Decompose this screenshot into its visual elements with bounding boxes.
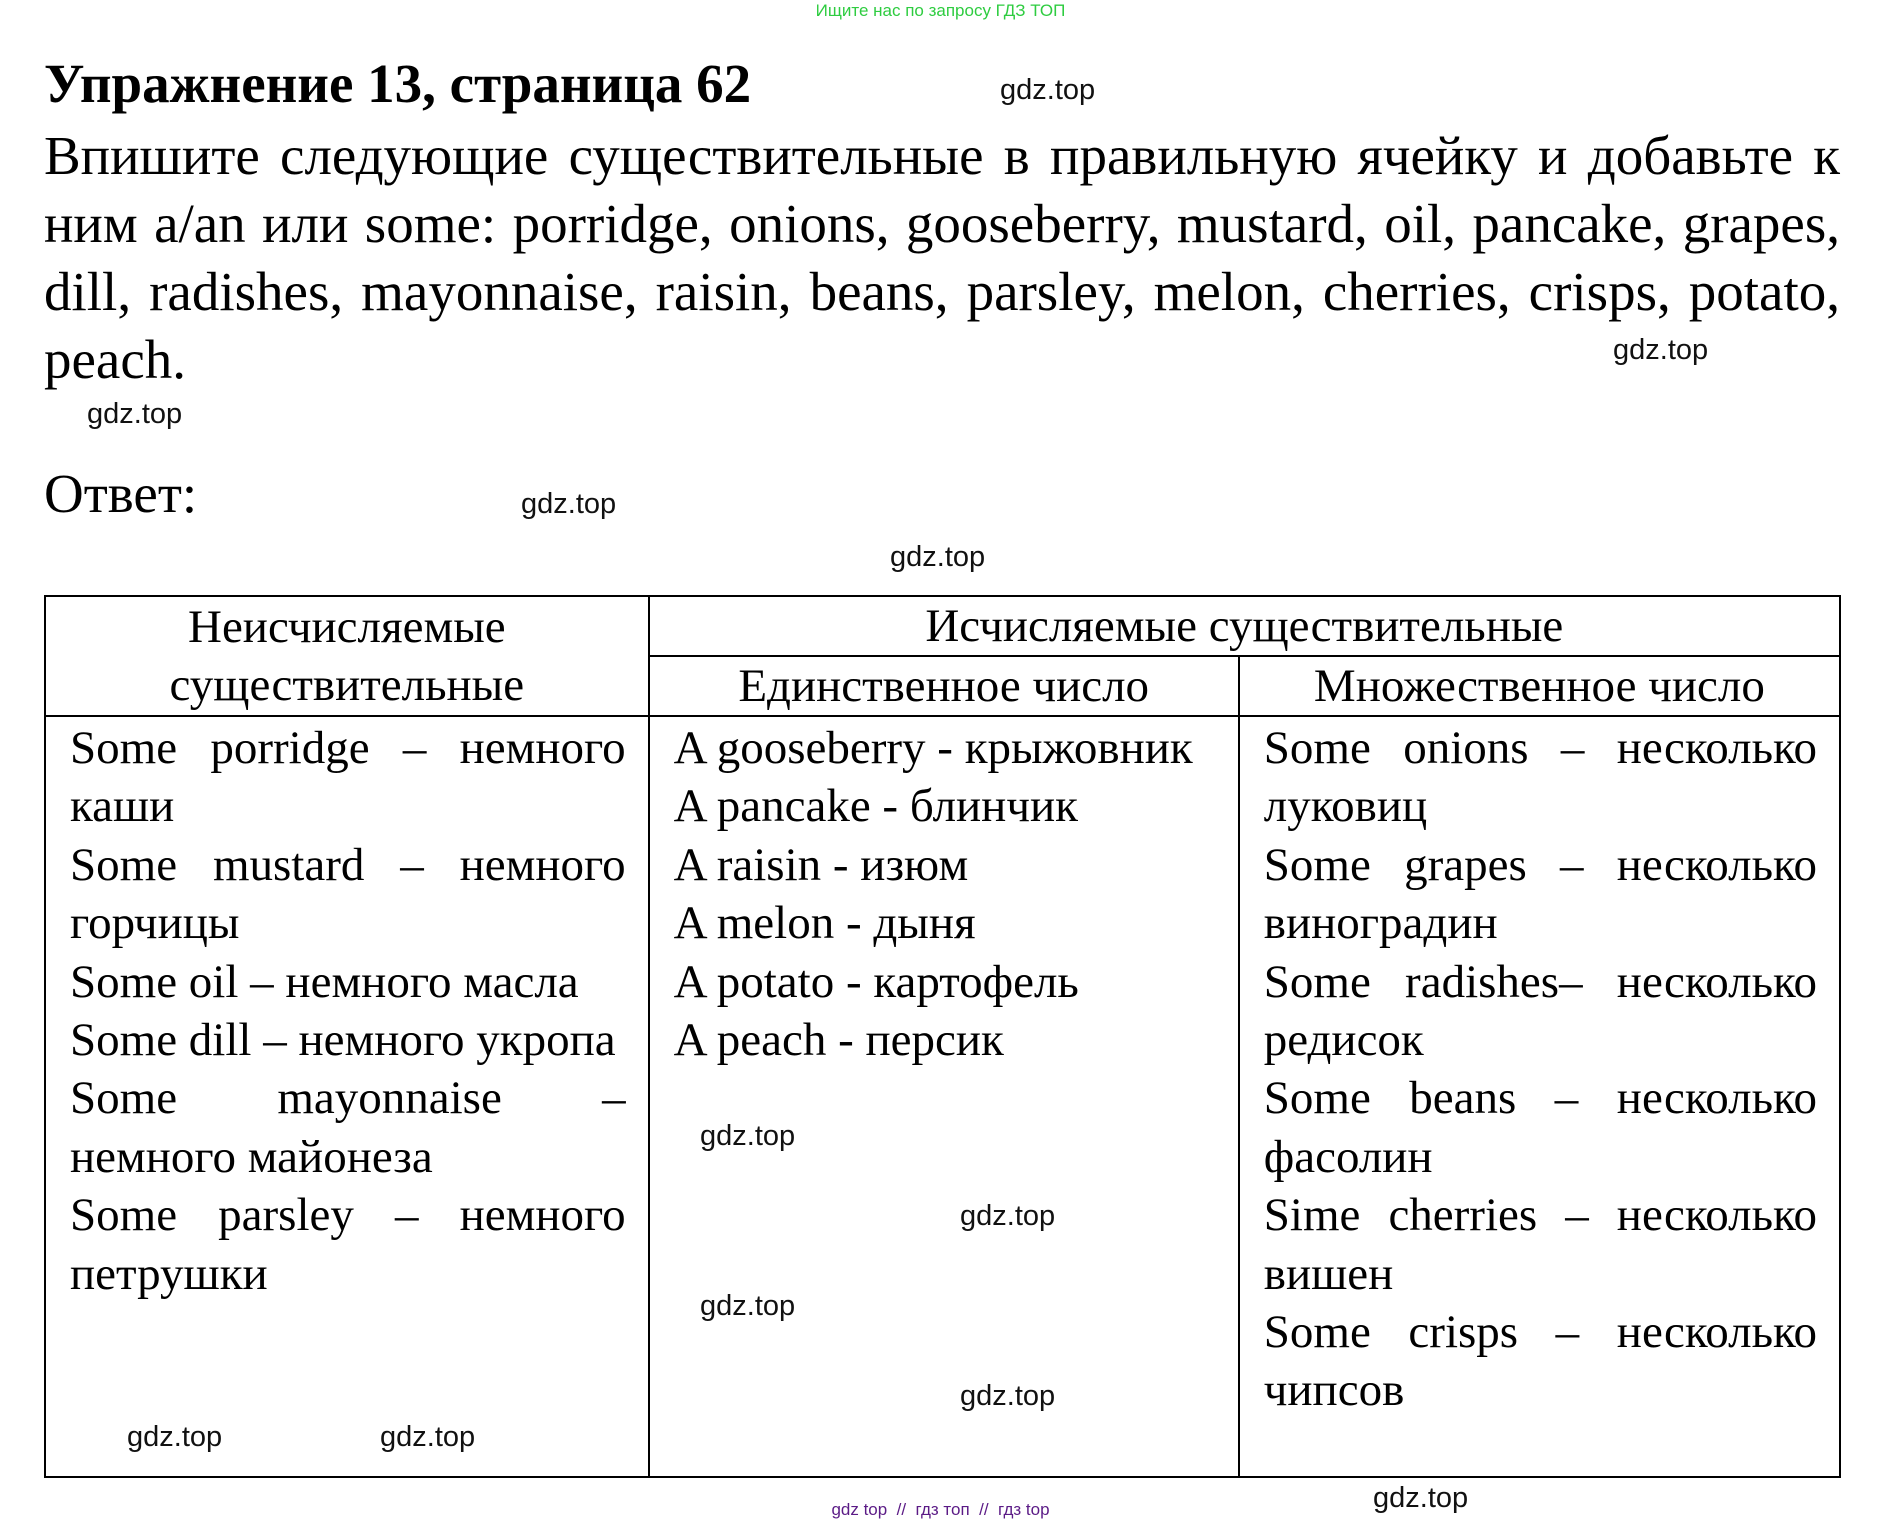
watermark: gdz.top <box>1613 334 1709 366</box>
watermark: gdz.top <box>521 488 617 520</box>
list-item: Some radishes– несколько редисок <box>1263 955 1817 1067</box>
exercise-title: Упражнение 13, страница 62 <box>44 53 752 114</box>
watermark: gdz.top <box>960 1380 1056 1412</box>
list-item: A raisin - изюм <box>673 838 969 891</box>
list-item: Some parsley – немного петрушки <box>70 1189 626 1300</box>
watermark: gdz.top <box>380 1421 476 1453</box>
watermark: gdz.top <box>890 541 986 573</box>
task-text: Впишите следующие существительные в правильную ячейку и добавьте к ним a/an или some: porridge, onions, gooseberry, mustard, oil, pancake, grapes, dill, radishes, mayonnaise, raisin, beans, parsley, melon, cherries, crisps, potato, peach. <box>44 125 1840 390</box>
watermark: gdz.top <box>960 1200 1056 1232</box>
list-item: Some crisps – несколько чипсов <box>1263 1306 1817 1417</box>
list-item: Some grapes – несколько виноградин <box>1263 838 1817 950</box>
answer-label: Ответ: <box>44 463 198 524</box>
header-uncountable: Неисчисляемые существительные <box>45 596 649 716</box>
footer-note: gdz top // гдз топ // гдз top <box>831 1500 1050 1519</box>
header-singular: Единственное число <box>649 656 1239 716</box>
list-item: Some mustard – немного горчицы <box>70 838 626 950</box>
search-hint: Ищите нас по запросу ГДЗ ТОП <box>815 1 1066 20</box>
singular-cell <box>649 716 1239 1477</box>
plural-cell <box>1239 716 1840 1477</box>
watermark: gdz.top <box>700 1120 796 1152</box>
watermark: gdz.top <box>127 1421 223 1453</box>
list-item: Some beans – несколько фасолин <box>1263 1072 1817 1183</box>
answer-table <box>44 595 1841 1478</box>
watermark: gdz.top <box>87 398 183 430</box>
list-item: A gooseberry - крыжовник <box>673 722 1193 774</box>
list-item: Some porridge – немного каши <box>70 722 626 833</box>
header-countable: Исчисляемые существительные <box>649 596 1840 656</box>
list-item: A peach - персик <box>673 1014 1004 1067</box>
uncountable-cell <box>45 716 649 1477</box>
list-item: Some mayonnaise – немного майонеза <box>70 1072 626 1183</box>
list-item: Some onions – несколько луковиц <box>1263 722 1817 833</box>
watermark: gdz.top <box>1000 74 1096 106</box>
list-item: Some oil – немного масла <box>70 955 579 1008</box>
header-plural: Множественное число <box>1239 656 1840 716</box>
watermark: gdz.top <box>1373 1482 1469 1514</box>
list-item: A melon - дыня <box>673 897 976 950</box>
list-item: A potato - картофель <box>673 955 1079 1008</box>
list-item: Some dill – немного укропа <box>70 1014 616 1067</box>
list-item: A pancake - блинчик <box>673 780 1078 833</box>
list-item: Sime cherries – несколько вишен <box>1263 1189 1817 1300</box>
watermark: gdz.top <box>700 1290 796 1322</box>
